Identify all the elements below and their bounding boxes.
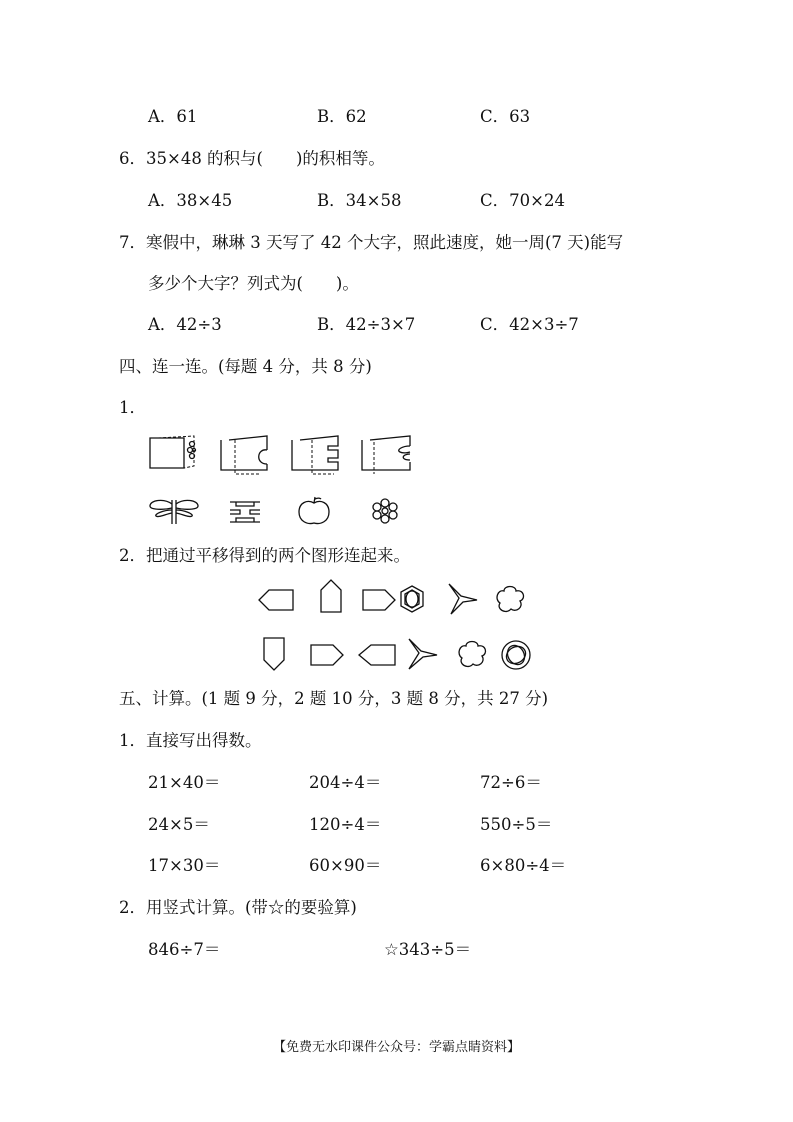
arrow-left-pentagon-icon [257,588,297,612]
section4-title: 四、连一连。(每题 4 分，共 8 分) [119,357,372,376]
q5-option-a: A．61 [148,107,198,126]
vertical-calc-item: 846÷7＝ [148,940,221,959]
q5-option-c: C．63 [480,107,531,126]
calc-item: 24×5＝ [148,815,210,834]
calc-item: 21×40＝ [148,773,221,792]
q6-option-a: A．38×45 [148,191,233,210]
folded-paper-dragonfly-icon [360,434,414,476]
section5-q2-label: 2．用竖式计算。(带☆的要验算) [119,898,357,917]
three-point-star-2-icon [405,637,439,671]
q7-stem-line2: 多少个大字？列式为( )。 [148,274,359,293]
arrow-right-pentagon-icon [361,588,397,612]
cloud-flower-2-icon [456,640,488,670]
footer-note: 【免费无水印课件公众号：学霸点睛资料】 [272,1040,520,1055]
calc-item: 17×30＝ [148,856,221,875]
down-pentagon-icon [262,636,288,672]
folded-paper-flower-icon [148,434,200,474]
folded-paper-pattern-icon [290,434,342,476]
q6-option-b: B．34×58 [317,191,402,210]
vertical-calc-item-check: ☆343÷5＝ [384,940,472,959]
cloud-flower-icon [494,585,526,615]
house-pentagon-icon [319,578,343,614]
q6-stem: 6．35×48 的积与( )的积相等。 [119,149,385,168]
pattern-icon [228,500,262,524]
calc-item: 550÷5＝ [480,815,553,834]
hexagon-ring-icon [398,584,426,614]
calc-item: 204÷4＝ [309,773,382,792]
double-ring-icon [500,639,532,671]
q6-option-c: C．70×24 [480,191,565,210]
q7-option-b: B．42÷3×7 [317,315,416,334]
arrow-right-pentagon-2-icon [309,643,345,667]
section5-q1-label: 1．直接写出得数。 [119,731,262,750]
flower-icon [370,497,400,525]
left-pointing-hexagon-icon [357,643,397,667]
dragonfly-icon [148,496,200,526]
calc-item: 6×80÷4＝ [480,856,567,875]
calc-item: 60×90＝ [309,856,382,875]
section4-q2-label: 2．把通过平移得到的两个图形连起来。 [119,546,410,565]
apple-icon [297,495,331,527]
q5-option-b: B．62 [317,107,367,126]
folded-paper-apple-icon [219,434,271,476]
section4-q1-label: 1． [119,398,146,417]
section5-title: 五、计算。(1 题 9 分，2 题 10 分，3 题 8 分，共 27 分) [119,689,549,708]
calc-item: 72÷6＝ [480,773,542,792]
calc-item: 120÷4＝ [309,815,382,834]
three-point-star-icon [447,582,479,616]
q7-option-a: A．42÷3 [148,315,222,334]
q7-option-c: C．42×3÷7 [480,315,579,334]
q7-stem-line1: 7．寒假中，琳琳 3 天写了 42 个大字，照此速度，她一周(7 天)能写 [119,233,624,252]
